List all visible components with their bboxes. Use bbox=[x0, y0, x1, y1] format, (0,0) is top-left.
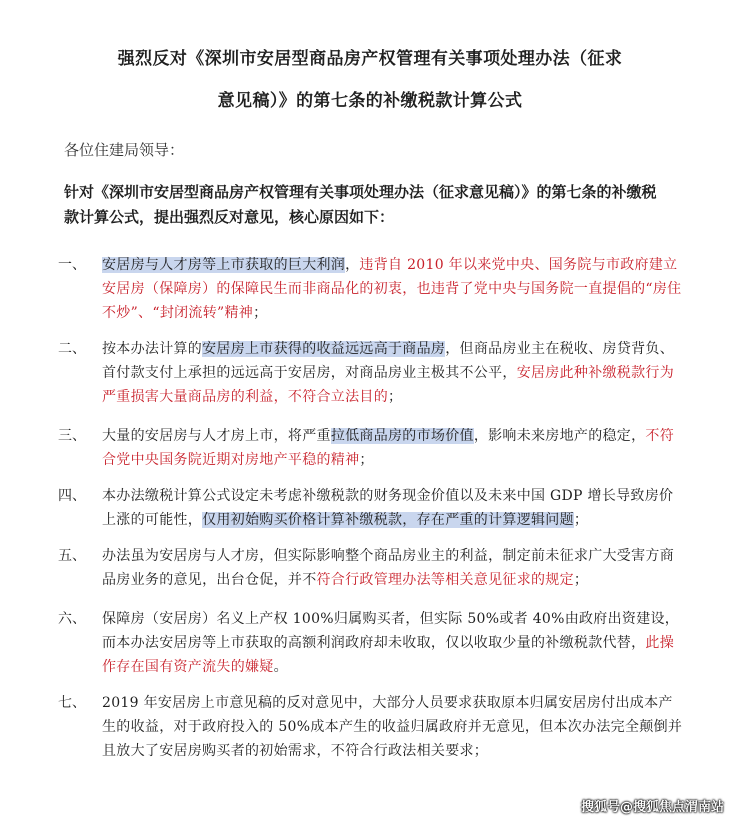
highlighted-text: 安居房上市获得的收益远远高于商品房 bbox=[202, 341, 446, 357]
item-text bbox=[102, 607, 684, 679]
item-text bbox=[102, 337, 684, 409]
item-number: 三、 bbox=[58, 428, 86, 444]
red-text: 安居房此种补缴税款行为严重损害大量商品房的利益，不符合立法目的 bbox=[102, 365, 675, 405]
plain-text: ； bbox=[359, 452, 374, 468]
list-item bbox=[58, 253, 684, 325]
plain-text: ， bbox=[345, 257, 360, 273]
item-text bbox=[102, 424, 684, 472]
list-item bbox=[58, 544, 684, 592]
objection-list bbox=[58, 253, 684, 763]
item-text bbox=[102, 544, 684, 592]
document-title bbox=[30, 38, 710, 122]
list-item bbox=[58, 691, 684, 763]
title-line-2: 意见稿）》的第七条的补缴税款计算公式 bbox=[217, 91, 523, 111]
plain-text: ； bbox=[573, 512, 589, 528]
item-text bbox=[102, 253, 684, 325]
title-line-1: 强烈反对《深圳市安居型商品房产权管理有关事项处理办法（征求 bbox=[117, 49, 623, 69]
plain-text: 本办法缴税计算公式设定未考虑补缴税款的财务现金价值以及未来中国 GDP 增长导致房价上涨的可能性， bbox=[102, 488, 674, 528]
item-text bbox=[102, 484, 684, 532]
red-text: 此操作存在国有资产流失的嫌疑 bbox=[102, 635, 675, 675]
plain-text: 办法虽为安居房与人才房，但实际影响整个商品房业主的利益，制定前未征求广大受害方商品房业务的意见，出台仓促，并不 bbox=[102, 548, 674, 588]
highlighted-text: 仅用初始购买价格计算补缴税款，存在严重的计算逻辑问题 bbox=[202, 512, 574, 528]
list-item bbox=[58, 337, 684, 409]
list-item bbox=[58, 484, 684, 532]
item-number: 七、 bbox=[58, 695, 86, 711]
plain-text: 2019 年安居房上市意见稿的反对意见中，大部分人员要求获取原本归属安居房付出成本产生的收益，对于政府投入的 50%成本产生的收益归属政府并无意见，但本次办法完全颠倒并且放大了安居房购买者的初始需求，不符合行政法相关要求； bbox=[102, 695, 683, 759]
plain-text: 。 bbox=[273, 659, 288, 675]
plain-text: 按本办法计算的 bbox=[102, 341, 203, 357]
item-number: 六、 bbox=[58, 611, 86, 627]
item-text bbox=[102, 691, 684, 763]
plain-text: 保障房（安居房）名义上产权 100%归属购买者，但实际 50%或者 40%由政府出资建设，而本办法安居房等上市获取的高额利润政府却未收取，仅以收取少量的补缴税款代替， bbox=[102, 611, 680, 651]
highlighted-text: 拉低商品房的市场价值 bbox=[330, 428, 474, 444]
plain-text: ； bbox=[573, 572, 589, 588]
watermark: 搜狐号@搜狐焦点渭南站 bbox=[580, 800, 724, 815]
red-text: 违背自 2010 年以来党中央、国务院与市政府建立安居房（保障房）的保障民生而非商品化的初衷，也违背了党中央与国务院一直提倡的“房住不炒”、“封闭流转”精神 bbox=[102, 257, 682, 321]
list-item bbox=[58, 424, 684, 472]
item-number: 五、 bbox=[58, 548, 86, 564]
greeting: 各位住建局领导： bbox=[64, 141, 185, 159]
plain-text: ； bbox=[388, 389, 403, 405]
highlighted-text: 安居房与人才房等上市获取的巨大利润 bbox=[102, 257, 346, 273]
red-text: 不符合党中央国务院近期对房地产平稳的精神 bbox=[102, 428, 675, 468]
red-text: 符合行政管理办法等相关意见征求的规定 bbox=[316, 572, 574, 588]
intro-paragraph: 针对《深圳市安居型商品房产权管理有关事项处理办法（征求意见稿）》的第七条的补缴税款计算公式，提出强烈反对意见，核心原因如下： bbox=[64, 183, 657, 226]
list-item bbox=[58, 607, 684, 679]
plain-text: 大量的安居房与人才房上市，将严重 bbox=[102, 428, 331, 444]
item-number: 一、 bbox=[58, 257, 86, 273]
plain-text: ，但商品房业主在税收、房贷背负、首付款支付上承担的远远高于安居房，对商品房业主极其不公平， bbox=[102, 341, 675, 381]
plain-text: ； bbox=[253, 305, 268, 321]
plain-text: ，影响未来房地产的稳定， bbox=[473, 428, 646, 444]
item-number: 二、 bbox=[58, 341, 86, 357]
item-number: 四、 bbox=[58, 488, 86, 504]
